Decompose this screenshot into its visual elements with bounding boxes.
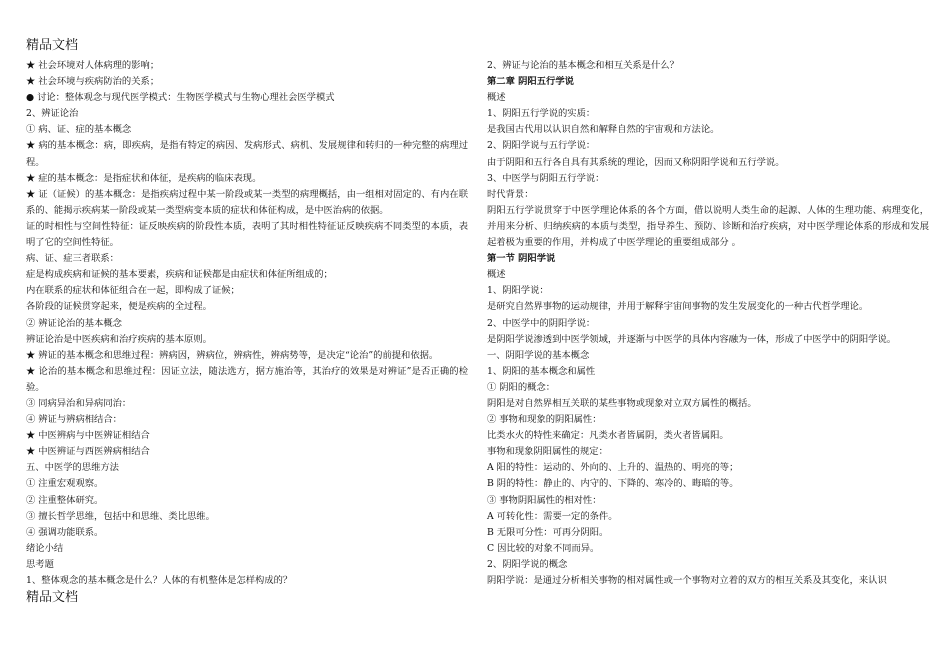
- text-line: ① 注重宏观观察。: [26, 478, 104, 490]
- text-line: 1、阴阳学说：: [487, 285, 549, 297]
- text-line: 2、辨证与论治的基本概念和相互关系是什么？: [487, 60, 679, 71]
- text-line: 证的时相性与空间性特征：证反映疾病的阶段性本质，表明了其时相性特征证反映疾病不同类型的本质，表明了它的空间性特征。: [26, 220, 468, 249]
- text-line: ① 病、证、症的基本概念: [26, 124, 132, 136]
- text-line: A 阳的特性：运动的、外向的、上升的、温热的、明亮的等；: [487, 462, 739, 474]
- text-line: 2、辨证论治: [26, 108, 79, 120]
- text-line: 1、阴阳五行学说的实质：: [487, 108, 596, 120]
- text-line: 是阴阳学说渗透到中医学领域，并逐渐与中医学的具体内容融为一体，形成了中医学中的阴阳学说。: [487, 333, 897, 345]
- text-line: 阴阳学说：是通过分析相关事物的相对属性或一个事物对立着的双方的相互关系及其变化，来认识: [487, 575, 887, 586]
- text-line: 阴阳是对自然界相互关联的某些事物或现象对立双方属性的概括。: [487, 397, 757, 409]
- text-line: 2、阴阳学说的概念: [487, 558, 568, 570]
- page-header: 精品文档: [26, 38, 79, 53]
- text-line: ② 事物和现象的阴阳属性：: [487, 414, 602, 426]
- text-line: A 可转化性：需要一定的条件。: [487, 510, 618, 522]
- page-footer: 精品文档: [26, 590, 79, 605]
- text-line: ● 讨论：整体观念与现代医学模式：生物医学模式与生物心理社会医学模式: [26, 92, 335, 104]
- text-line: C 因比较的对象不同而异。: [487, 542, 600, 554]
- text-line: 阴阳五行学说贯穿于中医学理论体系的各个方面，借以说明人类生命的起源、人体的生理功能、病理变化，并用来分析、归纳疾病的本质与类型，指导养生、预防、诊断和治疗疾病，对中医学理论体系的形成和发展起着极为重要的作用，并构成了中医学理论的重要组成部分 。: [487, 204, 929, 249]
- text-line: 绪论小结: [26, 542, 64, 554]
- left-column: [26, 58, 468, 589]
- text-line: ★ 病的基本概念：病，即疾病，是指有特定的病因、发病形式、病机、发展规律和转归的一种完整的病理过程。: [26, 140, 468, 168]
- text-line: 是研究自然界事物的运动规律，并用于解释宇宙间事物的发生发展变化的一种古代哲学理论。: [487, 301, 869, 313]
- text-line: 由于阴阳和五行各自具有其系统的理论，因而又称阴阳学说和五行学说。: [487, 156, 785, 168]
- text-line: ④ 强调功能联系。: [26, 526, 104, 538]
- text-line: ★ 中医辨证与西医辨病相结合: [26, 446, 150, 458]
- text-line: 辨证论治是中医疾病和治疗疾病的基本原则。: [26, 333, 212, 345]
- text-line: 2、中医学中的阴阳学说：: [487, 317, 596, 329]
- text-line: 一、阴阳学说的基本概念: [487, 349, 590, 361]
- text-line: 是我国古代用以认识自然和解释自然的宇宙观和方法论。: [487, 124, 720, 136]
- text-line: 1、整体观念的基本概念是什么？人体的有机整体是怎样构成的？: [26, 575, 293, 586]
- text-line: ④ 辨证与辨病相结合：: [26, 414, 122, 426]
- text-line: ③ 事物阴阳属性的相对性：: [487, 494, 602, 506]
- text-line: 时代背景：: [487, 188, 534, 200]
- text-line: 五、中医学的思维方法: [26, 462, 119, 474]
- text-line: 内在联系的症状和体征组合在一起，即构成了证候；: [26, 285, 240, 297]
- text-line: 症是构成疾病和证候的基本要素，疾病和证候都是由症状和体征所组成的；: [26, 269, 333, 281]
- text-line: ★ 社会环境与疾病防治的关系；: [26, 76, 160, 88]
- text-line: ★ 论治的基本概念和思维过程：因证立法，随法选方，据方施治等，其治疗的效果是对辨证”是否正确的检验。: [26, 365, 468, 393]
- text-line: 各阶段的证候贯穿起来，便是疾病的全过程。: [26, 301, 212, 313]
- section-heading: 第二章 阴阳五行学说: [487, 76, 574, 88]
- text-line: 2、阴阳学说与五行学说：: [487, 140, 596, 152]
- text-line: ③ 擅长哲学思维，包括中和思维、类比思维。: [26, 510, 215, 522]
- text-line: ② 注重整体研究。: [26, 494, 104, 506]
- right-column: [487, 58, 929, 589]
- text-line: 概述: [487, 92, 506, 104]
- text-line: 思考题: [26, 558, 54, 570]
- text-line: ★ 症的基本概念：是指症状和体征，是疾病的临床表现。: [26, 172, 262, 184]
- text-line: ② 辨证论治的基本概念: [26, 317, 122, 329]
- text-line: ★ 中医辨病与中医辨证相结合: [26, 430, 150, 442]
- text-line: ★ 社会环境对人体病理的影响；: [26, 60, 160, 71]
- text-line: 比类水火的特性来确定：凡类水者皆属阴，类火者皆属阳。: [487, 430, 729, 442]
- text-line: B 无限可分性：可再分阴阳。: [487, 526, 609, 538]
- text-line: 事物和现象阴阳属性的规定：: [487, 446, 608, 458]
- text-line: ③ 同病异治和异病同治：: [26, 397, 132, 409]
- text-line: 概述: [487, 269, 506, 281]
- text-line: ★ 辨证的基本概念和思维过程：辨病因，辨病位，辨病性，辨病势等，是决定“论治”的前提和依据。: [26, 349, 439, 361]
- text-line: 1、阴阳的基本概念和属性: [487, 365, 596, 377]
- text-line: 病、证、症三者联系：: [26, 253, 119, 265]
- text-line: 3、中医学与阴阳五行学说：: [487, 172, 605, 184]
- section-heading: 第一节 阴阳学说: [487, 253, 556, 265]
- text-line: ① 阴阳的概念：: [487, 381, 556, 393]
- text-line: B 阴的特性：静止的、内守的、下降的、寒冷的、晦暗的等。: [487, 478, 739, 490]
- text-line: ★ 证（证候）的基本概念：是指疾病过程中某一阶段或某一类型的病理概括，由一组相对固定的、有内在联系的、能揭示疾病某一阶段或某一类型病变本质的症状和体征构成，是中医治病的依据。: [26, 188, 468, 216]
